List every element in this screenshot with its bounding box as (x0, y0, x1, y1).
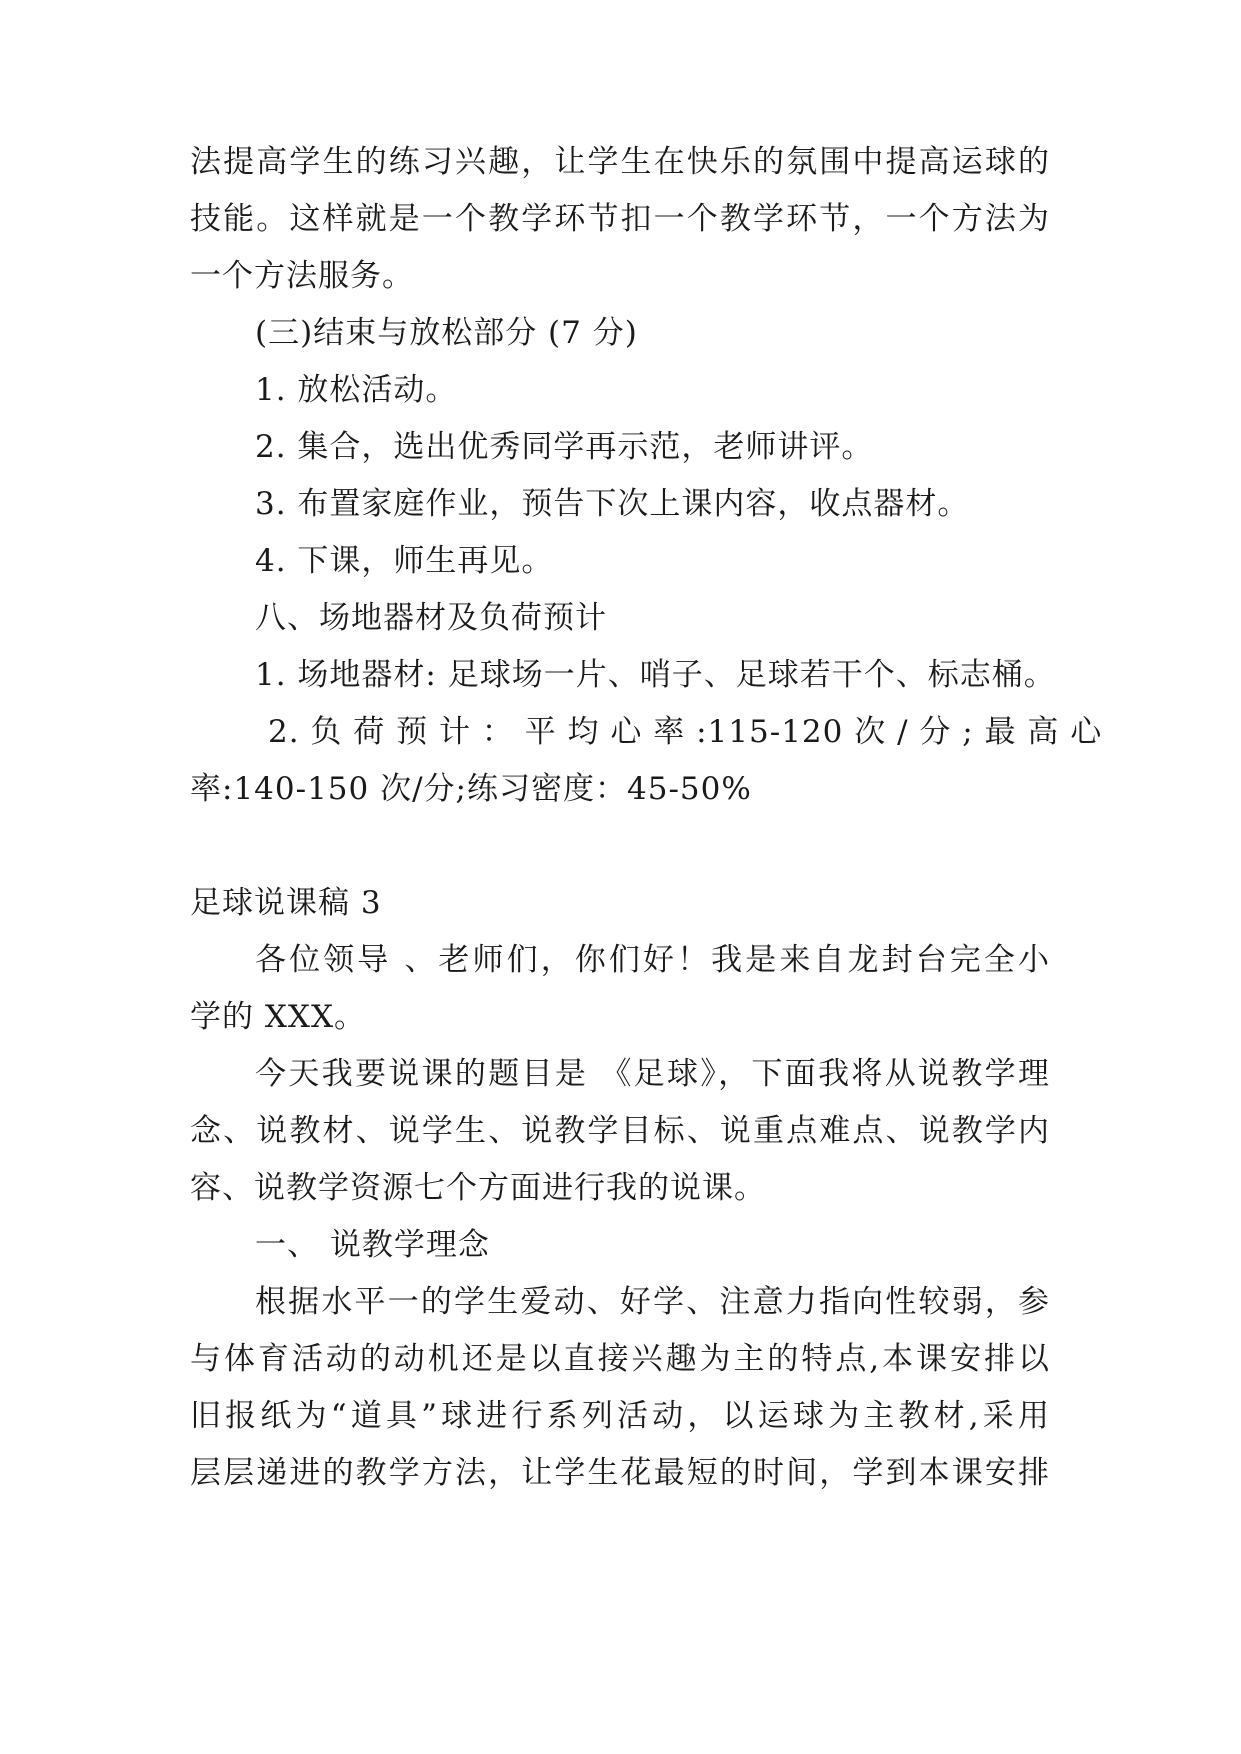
section-title: 一、 说教学理念 (255, 1227, 490, 1263)
paragraph-line: 旧报纸为“道具”球进行系列活动，以运球为主教材,采用 (190, 1398, 1050, 1434)
paragraph-line: 容、说教学资源七个方面进行我的说课。 (190, 1170, 766, 1206)
paragraph-line: 一个方法服务。 (190, 258, 414, 294)
paragraph-line: 今天我要说课的题目是 《足球》，下面我将从说教学理 (255, 1056, 1050, 1092)
section-title: 八、场地器材及负荷预计 (255, 600, 607, 636)
list-item: 2. 集合，选出优秀同学再示范，老师讲评。 (255, 429, 874, 465)
paragraph-line: 法提高学生的练习兴趣，让学生在快乐的氛围中提高运球的 (190, 144, 1050, 180)
paragraph-line: 技能。这样就是一个教学环节扣一个教学环节，一个方法为 (190, 201, 1050, 237)
paragraph-line: 根据水平一的学生爱动、好学、注意力指向性较弱，参 (255, 1284, 1050, 1320)
paragraph-line: 学的 XXX。 (190, 999, 367, 1035)
document-heading: 足球说课稿 3 (190, 885, 382, 921)
section-title: (三)结束与放松部分 (7 分) (255, 315, 638, 351)
paragraph-line: 各位领导 、老师们，你们好！我是来自龙封台完全小 (255, 942, 1050, 978)
paragraph-line: 层层递进的教学方法，让学生花最短的时间，学到本课安排 (190, 1455, 1050, 1491)
paragraph-line: 念、说教材、说学生、说教学目标、说重点难点、说教学内 (190, 1113, 1050, 1149)
list-item: 3. 布置家庭作业，预告下次上课内容，收点器材。 (255, 486, 970, 522)
list-item: 2. 负 荷 预 计 ： 平 均 心 率 :115-120 次 / 分 ; 最 高 心 (268, 714, 1103, 750)
list-item: 1. 场地器材: 足球场一片、哨子、足球若干个、标志桶。 (255, 657, 1056, 693)
list-item: 4. 下课，师生再见。 (255, 543, 554, 579)
paragraph-line: 与体育活动的动机还是以直接兴趣为主的特点,本课安排以 (190, 1341, 1050, 1377)
list-item: 1. 放松活动。 (255, 372, 458, 408)
list-item-continuation: 率:140-150 次/分;练习密度：45-50% (190, 771, 752, 807)
